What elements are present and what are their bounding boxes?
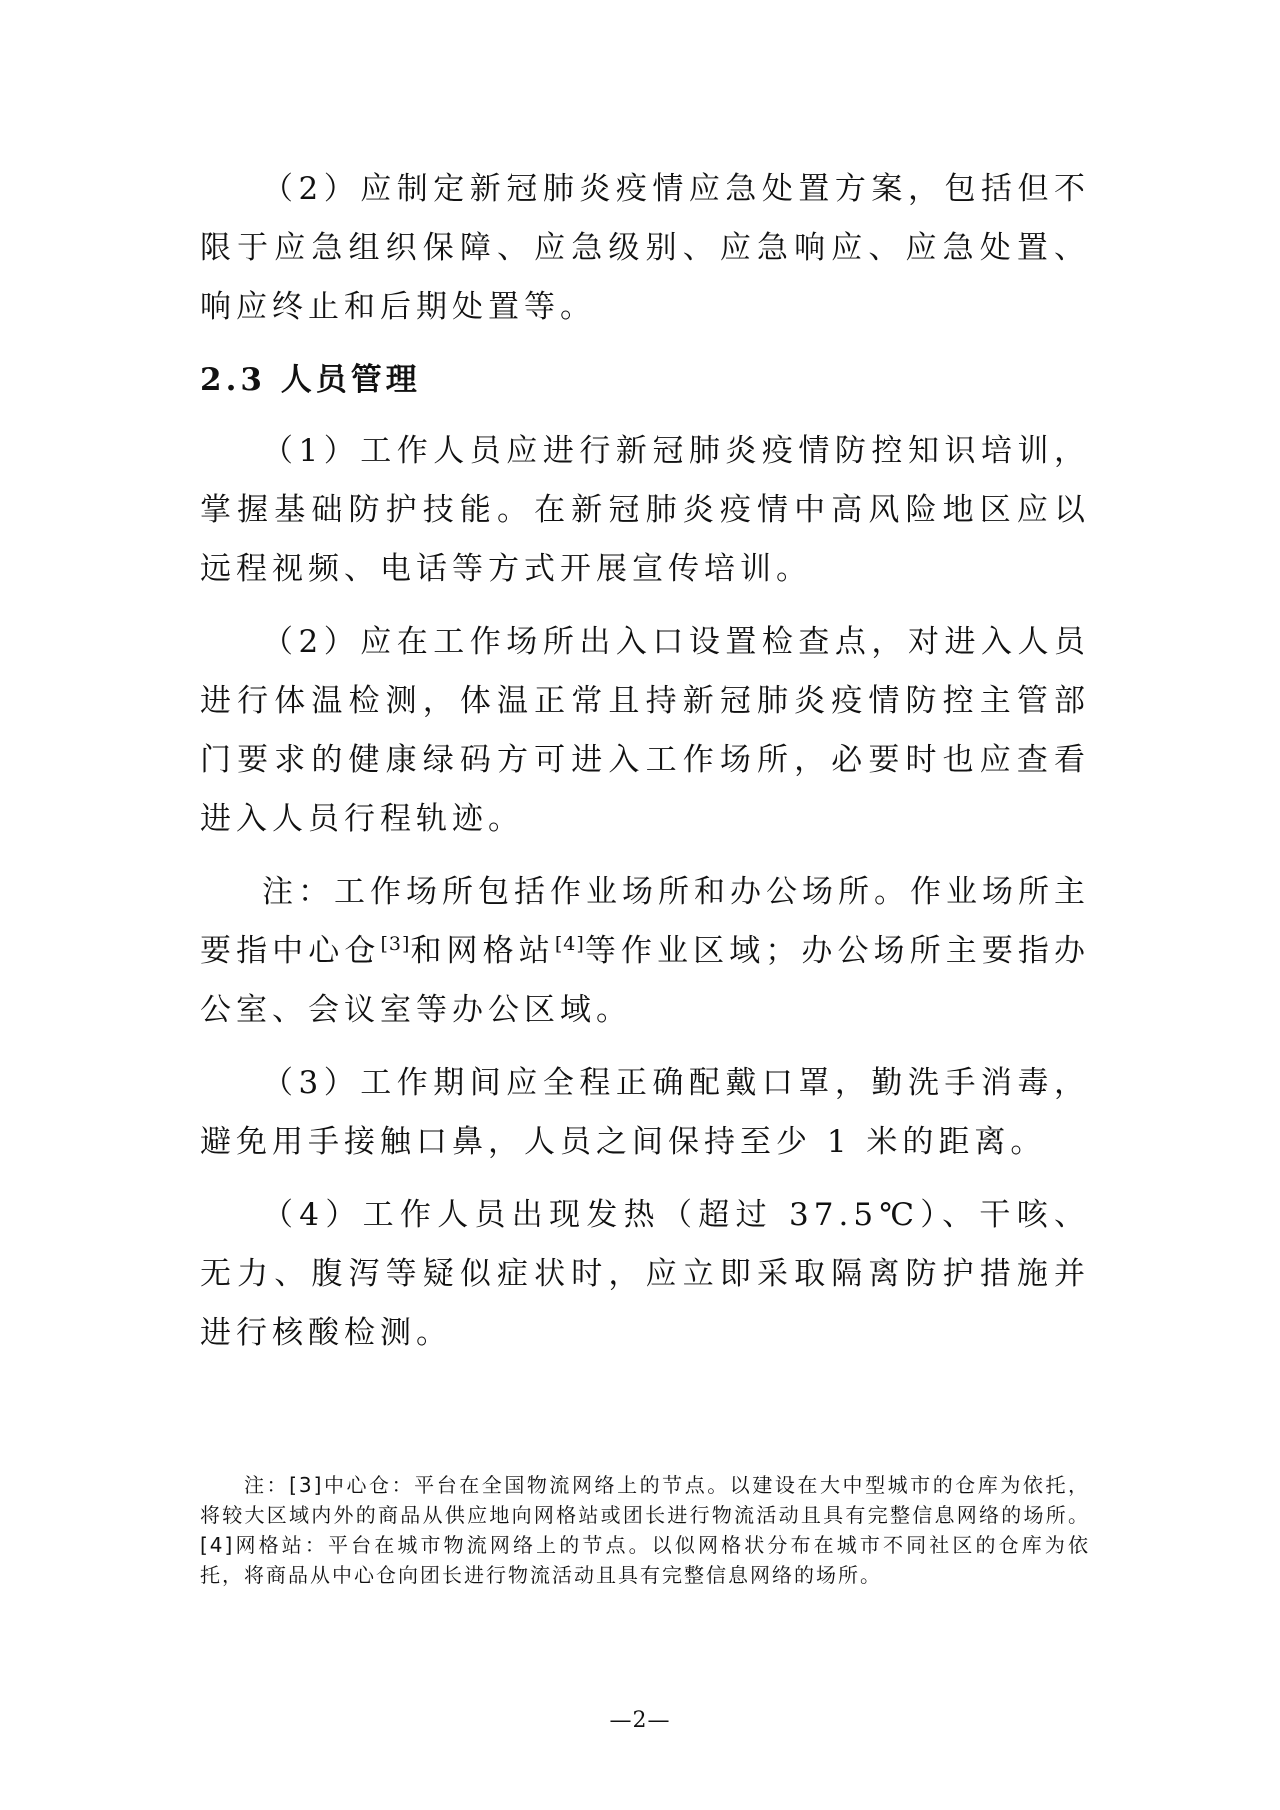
paragraph-checkpoint: （2）应在工作场所出入口设置检查点，对进入人员进行体温检测，体温正常且持新冠肺炎疫情防控主管部门要求的健康绿码方可进入工作场所，必要时也应查看进入人员行程轨迹。 xyxy=(200,624,1090,837)
note-text-part2: 和网格站 xyxy=(410,933,555,969)
section-heading: 2.3 人员管理 xyxy=(200,362,421,398)
paragraph-training: （1）工作人员应进行新冠肺炎疫情防控知识培训，掌握基础防护技能。在新冠肺炎疫情中高风险地区应以远程视频、电话等方式开展宣传培训。 xyxy=(200,433,1090,587)
body-text xyxy=(200,160,1090,1377)
paragraph-emergency-plan: （2）应制定新冠肺炎疫情应急处置方案，包括但不限于应急组织保障、应急级别、应急响应、应急处置、响应终止和后期处置等。 xyxy=(200,171,1090,325)
paragraph-masks: （3）工作期间应全程正确配戴口罩，勤洗手消毒，避免用手接触口鼻，人员之间保持至少 1 米的距离。 xyxy=(200,1065,1090,1160)
note-text-part1: 注：工作场所包括作业场所和办公场所。作业场所主要指中心仓 xyxy=(200,874,1090,969)
footnote: 注：[3]中心仓：平台在全国物流网络上的节点。以建设在大中型城市的仓库为依托，将较大区域内外的商品从供应地向网格站或团长进行物流活动且具有完整信息网络的场所。[4]网格站：平台在城市物流网络上的节点。以似网格状分布在城市不同社区的仓库为依托，将商品从中心仓向团长进行物流活动且具有完整信息网络的场所。 xyxy=(200,1473,1090,1587)
footnote-ref-3: [3] xyxy=(380,933,411,955)
footnote-ref-4: [4] xyxy=(554,933,585,955)
note-text-part3: 等作业区域；办公场所主要指办公室、会议室等办公区域。 xyxy=(200,933,1091,1028)
paragraph-symptoms: （4）工作人员出现发热（超过 37.5℃）、干咳、无力、腹泻等疑似症状时，应立即采取隔离防护措施并进行核酸检测。 xyxy=(200,1197,1090,1351)
page-number: —2— xyxy=(609,1708,671,1733)
paragraph-workplace-note xyxy=(200,863,1090,1040)
